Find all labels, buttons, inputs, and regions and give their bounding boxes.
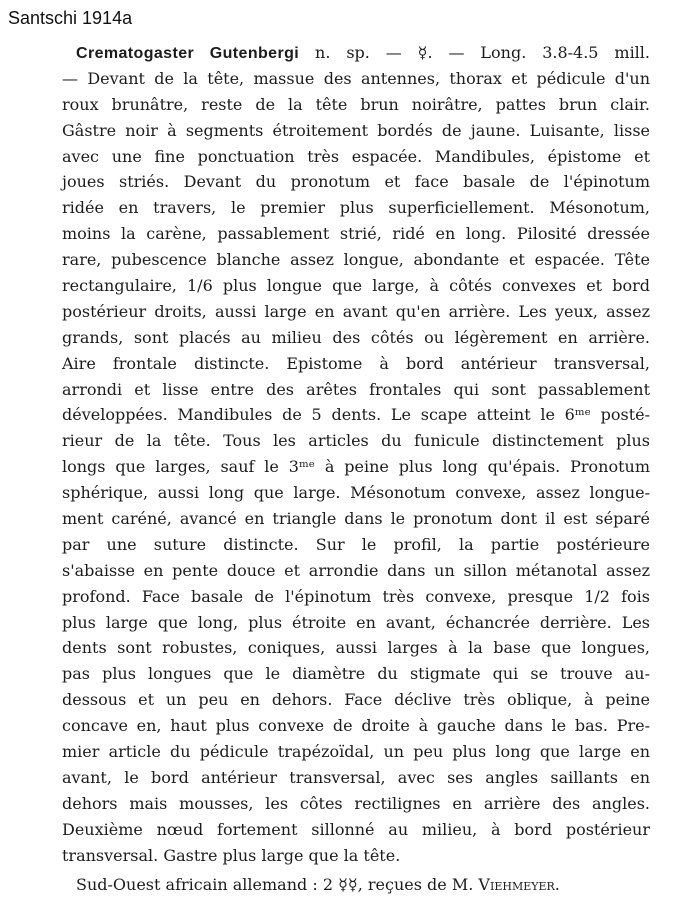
description-line: Gâstre noir à segments étroitement bordés de jaune. Luisante, lisse [62, 118, 650, 144]
description-first-line [62, 40, 650, 66]
species-description [62, 40, 650, 897]
description-lines [62, 66, 650, 869]
description-line: sphérique, aussi long que large. Mésonotum convexe, assez longue- [62, 480, 650, 506]
description-line: s'abaisse en pente douce et arrondie dans un sillon métanotal assez [62, 558, 650, 584]
description-line: longs que larges, sauf le 3ᵐᵉ à peine plus long qu'épais. Pronotum [62, 454, 650, 480]
description-line: ment caréné, avancé en triangle dans le pronotum dont il est séparé [62, 506, 650, 532]
description-line: mier article du pédicule trapézoïdal, un peu plus long que large en [62, 739, 650, 765]
description-line: Aire frontale distincte. Epistome à bord antérieur transversal, [62, 351, 650, 377]
description-line: concave en, haut plus convexe de droite à gauche dans le bas. Pre- [62, 713, 650, 739]
description-line: plus large que long, plus étroite en avant, échancrée derrière. Les [62, 610, 650, 636]
description-line: Deuxième nœud fortement sillonné au milieu, à bord postérieur [62, 817, 650, 843]
description-line: joues striés. Devant du pronotum et face basale de l'épinotum [62, 169, 650, 195]
species-name: Crematogaster Gutenbergi [76, 45, 299, 62]
description-line: dessous et un peu en dehors. Face déclive très oblique, à peine [62, 687, 650, 713]
collector-name: Viehmeyer. [478, 875, 559, 894]
description-line: grands, sont placés au milieu des côtés ou légèrement en arrière. [62, 325, 650, 351]
description-line: roux brunâtre, reste de la tête brun noirâtre, pattes brun clair. [62, 92, 650, 118]
description-line: rectangulaire, 1/6 plus longue que large, à côtés convexes et bord [62, 273, 650, 299]
description-line: dents sont robustes, coniques, aussi larges à la base que longues, [62, 635, 650, 661]
description-line: développées. Mandibules de 5 dents. Le scape atteint le 6ᵐᵉ posté- [62, 402, 650, 428]
citation-header: Santschi 1914a [8, 8, 132, 29]
description-line: profond. Face basale de l'épinotum très convexe, presque 1/2 fois [62, 584, 650, 610]
species-status-and-length: n. sp. — ☿. — Long. 3.8-4.5 mill. [315, 43, 650, 62]
description-line: avant, le bord antérieur transversal, avec ses angles saillants en [62, 765, 650, 791]
description-line: postérieur droits, aussi large en avant qu'en arrière. Les yeux, assez [62, 299, 650, 325]
description-line: ridée en travers, le premier plus superficiellement. Mésonotum, [62, 195, 650, 221]
description-line: rare, pubescence blanche assez longue, abondante et espacée. Tête [62, 247, 650, 273]
description-line: — Devant de la tête, massue des antennes, thorax et pédicule d'un [62, 66, 650, 92]
locality-text: Sud-Ouest africain allemand : 2 ☿☿, reçues de M. [76, 875, 473, 894]
description-line: par une suture distincte. Sur le profil, la partie postérieure [62, 532, 650, 558]
description-line: arrondi et lisse entre des arêtes frontales qui sont passablement [62, 377, 650, 403]
description-line: rieur de la tête. Tous les articles du funicule distinctement plus [62, 428, 650, 454]
locality-line [62, 872, 650, 897]
description-line: transversal. Gastre plus large que la tête. [62, 843, 650, 869]
description-line: avec une fine ponctuation très espacée. Mandibules, épistome et [62, 144, 650, 170]
description-line: moins la carène, passablement strié, ridé en long. Pilosité dressée [62, 221, 650, 247]
description-line: dehors mais mousses, les côtes rectilignes en arrière des angles. [62, 791, 650, 817]
description-line: pas plus longues que le diamètre du stigmate qui se trouve au- [62, 661, 650, 687]
